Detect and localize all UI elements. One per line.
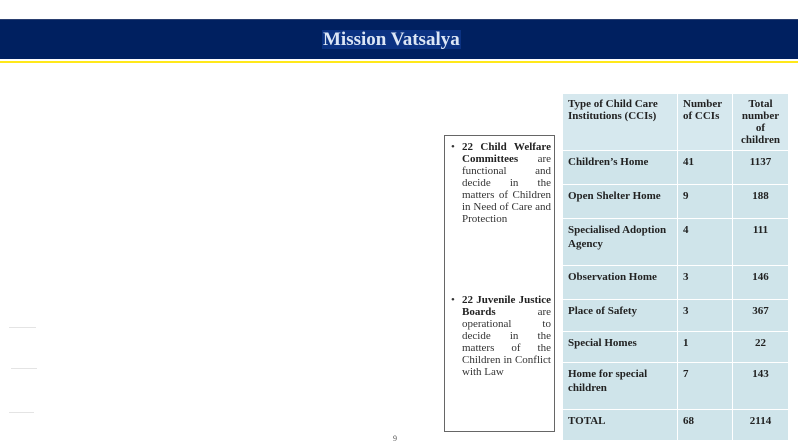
table-row [563,151,789,185]
cell-children: 22 [733,332,789,363]
table-row [563,266,789,300]
cell-ccis: 1 [678,332,733,363]
cell-children: 1137 [733,151,789,185]
cell-ccis: 7 [678,363,733,410]
table-row-total [563,410,789,441]
cell-type: Open Shelter Home [563,185,678,219]
bullet-bold: 22 Juvenile Justice Boards [462,294,551,318]
header-type: Type of Child Care Institutions (CCIs) [563,94,678,151]
cell-type: TOTAL [563,410,678,441]
cell-ccis: 4 [678,219,733,266]
title-bar [0,19,798,59]
cell-ccis: 3 [678,300,733,332]
cell-type: Observation Home [563,266,678,300]
bullet-jjb [451,294,551,378]
table-row [563,185,789,219]
accent-divider [0,61,798,63]
cci-table [562,93,789,441]
cell-ccis: 41 [678,151,733,185]
table-row [563,332,789,363]
table-header-row [563,94,789,151]
table-row [563,363,789,410]
cell-ccis: 9 [678,185,733,219]
cell-ccis: 68 [678,410,733,441]
slide-title: Mission Vatsalya [323,29,460,50]
bullet-cwc [451,141,551,225]
cell-type: Special Homes [563,332,678,363]
bullet-text: are operational to decide in the matters of the Children in Conflict with Law [462,306,551,378]
bullet-icon: • [451,294,455,306]
bullet-icon: • [451,141,455,153]
table-row [563,219,789,266]
header-ccis: Number of CCIs [678,94,733,151]
faint-arrow-2 [11,368,37,369]
cell-children: 146 [733,266,789,300]
bullet-bold: 22 Child Welfare Committees [462,141,551,165]
cell-type: Place of Safety [563,300,678,332]
cell-ccis: 3 [678,266,733,300]
bullet-text: are functional and decide in the matters of Children in Need of Care and Protection [462,153,551,225]
cell-children: 143 [733,363,789,410]
committees-text-box [444,135,555,432]
cell-children: 367 [733,300,789,332]
header-children: Total number of children [733,94,789,151]
table-row [563,300,789,332]
cell-type: Home for special children [563,363,678,410]
faint-arrow-3 [9,412,34,413]
cell-type: Specialised Adoption Agency [563,219,678,266]
cell-type: Children’s Home [563,151,678,185]
cell-children: 111 [733,219,789,266]
page-number: 9 [393,434,397,443]
faint-arrow-1 [9,327,36,328]
cell-children: 188 [733,185,789,219]
cell-children: 2114 [733,410,789,441]
